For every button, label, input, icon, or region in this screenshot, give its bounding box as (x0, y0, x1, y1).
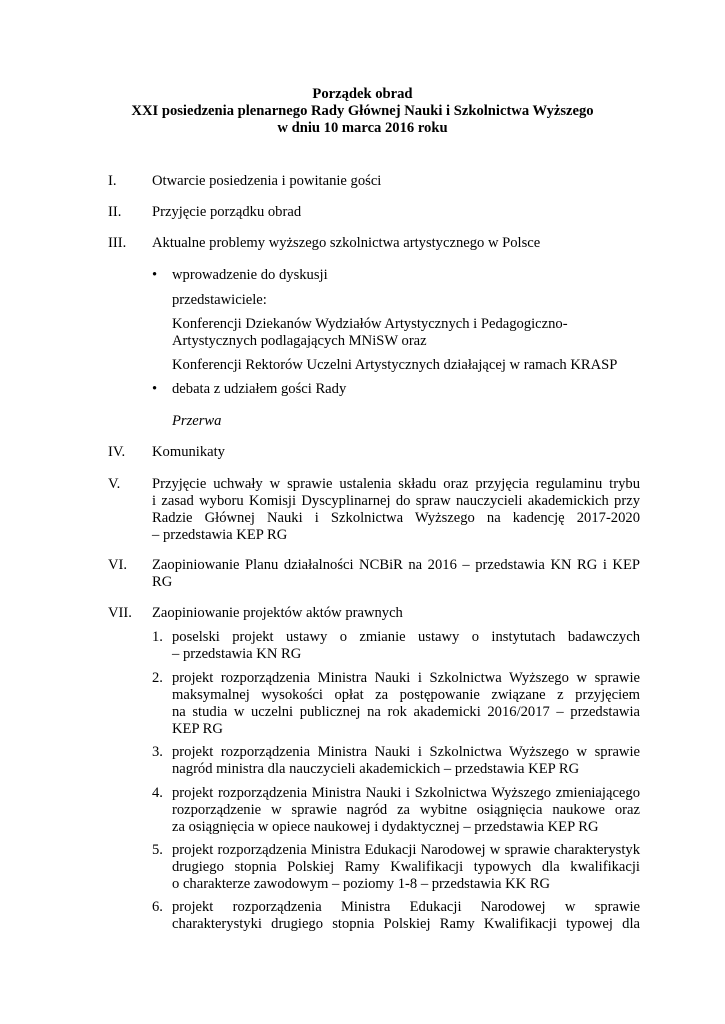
subitem-line: projekt rozporządzenia Ministra Edukacji Narodowej w sprawie (172, 899, 640, 915)
subitem-text (172, 842, 640, 893)
subitem-line: projekt rozporządzenia Ministra Nauki i Szkolnictwa Wyższego w sprawie (172, 744, 640, 760)
bullet-text: wprowadzenie do dyskusji (172, 267, 328, 283)
bullet-icon: • (152, 267, 158, 283)
conference-rectors: Konferencji Rektorów Uczelni Artystycznych działającej w ramach KRASP (172, 357, 618, 373)
subitem-text (172, 744, 640, 778)
item-number: III. (108, 235, 127, 251)
subitem-line: projekt rozporządzenia Ministra Edukacji Narodowej w sprawie charakterystyk (172, 842, 640, 858)
conference-deans-line2: Artystycznych podlagających MNiSW oraz (172, 333, 427, 349)
item-line: Radzie Głównej Nauki i Szkolnictwa Wyższego na kadencję 2017-2020 (152, 510, 640, 526)
representatives-label: przedstawiciele: (172, 292, 267, 308)
header-meeting: XXI posiedzenia plenarnego Rady Głównej Nauki i Szkolnictwa Wyższego (131, 103, 594, 119)
bullet-icon: • (152, 381, 158, 397)
subitem-text (172, 629, 640, 663)
subitem-text (172, 785, 640, 836)
item-number: VII. (108, 605, 132, 621)
subitem-line: drugiego stopnia Polskiej Ramy Kwalifikacji typowych dla kwalifikacji (172, 859, 640, 875)
conference-deans-line1: Konferencji Dziekanów Wydziałów Artystycznych i Pedagogiczno- (172, 316, 568, 332)
subitem-line: rozporządzenie w sprawie nagród za wybitne osiągnięcia naukowe oraz (172, 802, 640, 818)
item-line: Zaopiniowanie projektów aktów prawnych (152, 605, 403, 621)
header-title: Porządek obrad (312, 86, 413, 102)
item-text (152, 173, 640, 190)
item-line: Zaopiniowanie Planu działalności NCBiR na 2016 – przedstawia KN RG i KEP (152, 557, 640, 573)
item-text (152, 557, 640, 591)
item-text (152, 476, 640, 544)
document-header (0, 86, 725, 137)
subitem-line: charakterystyki drugiego stopnia Polskiej Ramy Kwalifikacji typowej dla (172, 916, 640, 932)
subitem-line: na studia w uczelni publicznej na rok akademicki 2016/2017 – przedstawia (172, 704, 640, 720)
subitem-number: 2. (152, 670, 163, 686)
subitem-number: 4. (152, 785, 163, 801)
subitem-line: o charakterze zawodowym – poziomy 1-8 – przedstawia KK RG (172, 876, 551, 892)
item-line: RG (152, 574, 173, 590)
subitem-line: maksymalnej wysokości opłat za postępowanie związane z przyjęciem (172, 687, 640, 703)
subitem-text (172, 899, 640, 933)
subitem-line: za osiągnięcia w opiece naukowej i dydaktycznej – przedstawia KEP RG (172, 819, 599, 835)
item-number: V. (108, 476, 121, 492)
subitem-number: 5. (152, 842, 163, 858)
break-label: Przerwa (172, 413, 222, 429)
subitem-text (172, 670, 640, 738)
item-line: Przyjęcie uchwały w sprawie ustalenia składu oraz przyjęcia regulaminu trybu (152, 476, 640, 492)
subitem-number: 6. (152, 899, 163, 915)
item-text (152, 235, 640, 252)
bullet-text: debata z udziałem gości Rady (172, 381, 347, 397)
item-line: – przedstawia KEP RG (152, 527, 288, 543)
subitem-line: projekt rozporządzenia Ministra Nauki i Szkolnictwa Wyższego w sprawie (172, 670, 640, 686)
item-number: II. (108, 204, 122, 220)
item-line: Komunikaty (152, 444, 225, 460)
subitem-line: projekt rozporządzenia Ministra Nauki i Szkolnictwa Wyższego zmieniającego (172, 785, 640, 801)
item-text (152, 444, 640, 461)
item-text (152, 605, 640, 622)
item-line: Otwarcie posiedzenia i powitanie gości (152, 173, 382, 189)
item-number: IV. (108, 444, 126, 460)
header-date: w dniu 10 marca 2016 roku (277, 120, 448, 136)
item-line: i zasad wyboru Komisji Dyscyplinarnej do spraw nauczycieli akademickich przy (152, 493, 640, 509)
subitem-line: – przedstawia KN RG (172, 646, 302, 662)
item-line: Przyjęcie porządku obrad (152, 204, 302, 220)
item-text (152, 204, 640, 221)
item-number: I. (108, 173, 117, 189)
subitem-line: nagród ministra dla nauczycieli akademickich – przedstawia KEP RG (172, 761, 580, 777)
subitem-number: 3. (152, 744, 163, 760)
item-line: Aktualne problemy wyższego szkolnictwa artystycznego w Polsce (152, 235, 541, 251)
subitem-number: 1. (152, 629, 163, 645)
subitem-line: poselski projekt ustawy o zmianie ustawy o instytutach badawczych (172, 629, 640, 645)
item-number: VI. (108, 557, 128, 573)
subitem-line: KEP RG (172, 721, 223, 737)
